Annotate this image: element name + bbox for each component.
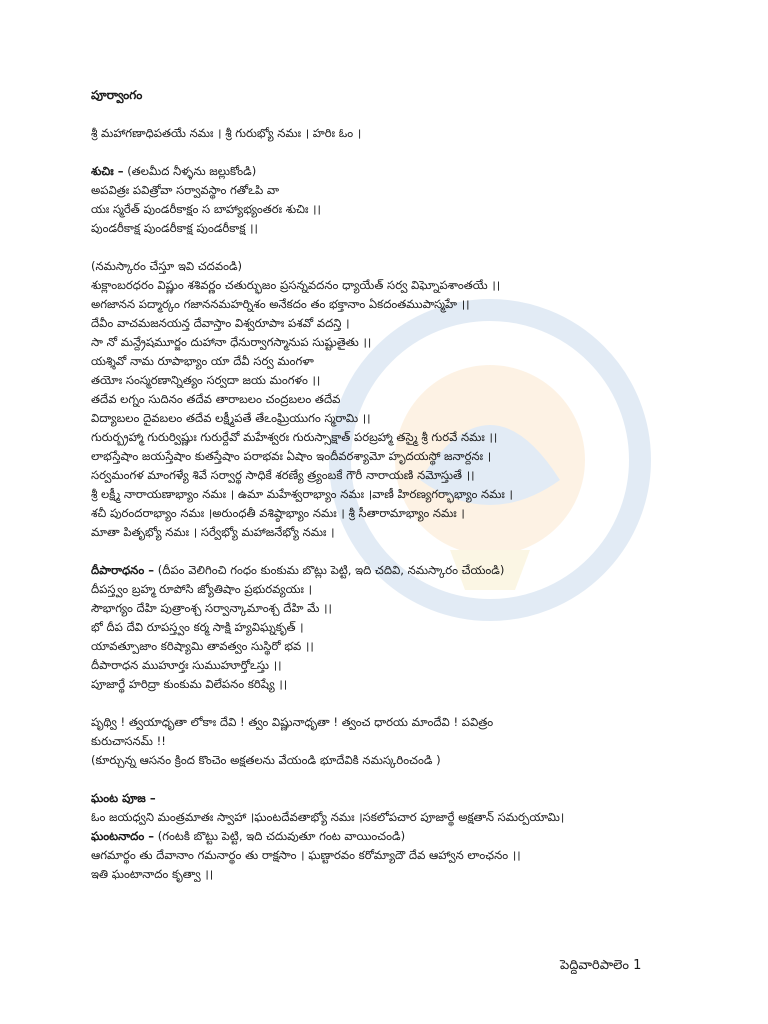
deepa-heading [91,561,691,580]
verse-line: దేవీం వాచమజనయన్త దేవాస్తాం విశ్వరూపాః పశవో వదన్తి । [91,316,350,330]
verse-line: కురుచాసనమ్ !! [91,734,166,748]
verse-line: అగజానన పద్మార్కం గజాననమహర్నిశం అనేకదం తం భక్తానాం ఏకదంతముపాస్మహే ।। [91,297,470,311]
ghanta-nadam-label: ఘంటనాదం – [91,829,155,843]
verse-line: యావత్పూజాం కరిష్యామి తావత్వం సుస్థిరో భవ ।। [91,639,314,653]
verse-line: భో దీప దేవి రూపస్త్వం కర్మ సాక్షి హ్యవిఘ్నకృత్ । [91,620,304,634]
prithvi-instruction: (కూర్చున్న ఆసనం క్రింద కొంచెం అక్షతలను వేయండి భూదేవికి నమస్కరించండి ) [91,753,441,767]
verse-line: తయోః సంస్మరణాన్నిత్యం సర్వదా జయ మంగళం ।। [91,373,321,387]
ghanta-heading: ఘంట పూజ – [91,791,156,805]
verse-line: అపవిత్రః పవిత్రోవా సర్వావస్థాం గతోఽపి వా [91,183,280,197]
verse-line: ఓం జయధ్వని మంత్రమాతః స్వాహా ।ఘంటదేవతాభ్యో నమః ।సకలోపచార పూజార్థే అక్షతాన్ సమర్పయామి। [91,810,565,824]
section-title: పూర్వాంగం [91,88,143,102]
verse-line: శుక్లాంబరధరం విష్ణుం శశివర్ణం చతుర్భుజం ప్రసన్నవదనం ధ్యాయేత్ సర్వ విఘ్నోపశాంతయే ।। [91,278,501,292]
verse-line: శ్రీ లక్ష్మీ నారాయణాభ్యాం నమః । ఉమా మహేశ్వరాభ్యాం నమః ।వాణీ హిరణ్యగర్భాభ్యాం నమః । [91,487,513,501]
verse-line: దీపస్త్వం బ్రహ్మ రూపోసి జ్యోతిషాం ప్రభురవ్యయః । [91,582,312,596]
ghanta-nadam-instruction: (గంటకి బొట్టు పెట్టి, ఇది చదువుతూ గంట వాయించండి) [157,829,406,843]
verse-line: పృథ్వి ! త్వయాధృతా లోకాః దేవి ! త్వం విష్ణునాధృతా ! త్వంచ ధారయ మాందేవి ! పవిత్రం [91,715,494,729]
verse-line: శచీ పురందరాభ్యాం నమః ।అరుంధతీ వశిష్ఠాభ్యాం నమః । శ్రీ సీతారామాభ్యాం నమః । [91,506,465,520]
verse-line: పుండరీకాక్ష పుండరీకాక్ష పుండరీకాక్ష ।। [91,221,258,235]
verse-line: యశ్శివో నామ రూపాభ్యాం యా దేవీ సర్వ మంగళా [91,354,314,368]
document-body [91,86,691,884]
verse-line: పూజార్థే హరిద్రా కుంకుమ విలేపనం కరిష్యే ।। [91,677,288,691]
verse-line: దీపారాధన ముహూర్తః సుముహూర్తోఽస్తు ।। [91,658,282,672]
page-footer: పెద్దివారిపాలెం 1 [560,958,642,973]
ghanta-nadam-heading [91,827,691,846]
deepa-instruction: (దీపం వెలిగించి గంధం కుంకుమ బొట్లు పెట్టి, ఇది చదివి, నమస్కారం చేయండి) [157,563,505,577]
verse-line: విద్యాబలం దైవబలం తదేవ లక్ష్మీపతే తేఽంఘ్రియుగం స్మరామి ।। [91,411,371,425]
verse-line: మాతా పితృభ్యో నమః । సర్వేభ్యో మహాజనేభ్యో నమః । [91,525,335,539]
verse-line: సా నో మన్ద్రేషమూర్జం దుహానా ధేనుర్వాగస్మానుప సుష్టుతైతు ।। [91,335,372,349]
verse-line: గురుర్బ్రహ్మా గురుర్విష్ణుః గురుర్దేవో మహేశ్వరః గురుస్సాక్షాత్ పరబ్రహ్మా తస్మై శ్రీ గురవే నమః ।। [91,430,498,444]
verse-line: సౌభాగ్యం దేహి పుత్రాంశ్చ సర్వాన్కామాంశ్చ దేహి మే ।। [91,601,332,615]
invocation-line: శ్రీ మహాగణాధిపతయే నమః । శ్రీ గురుభ్యో నమః । హరిః ఓం । [91,126,362,140]
shuchi-label: శుచిః – [91,164,124,178]
verse-line: లాభస్తేషాం జయస్తేషాం కుతస్తేషాం పరాభవః ఏషాం ఇందీవరశ్యామో హృదయస్థో జనార్దనః । [91,449,492,463]
shuchi-instruction: (తలమీద నీళ్ళను జల్లుకోండి) [127,164,257,178]
deepa-label: దీపారాధనం – [91,563,155,577]
verse-line: తదేవ లగ్నం సుదినం తదేవ తారాబలం చంద్రబలం తదేవ [91,392,341,406]
verse-line: సర్వమంగళ మాంగళ్యే శివే సర్వార్థ సాధికే శరణ్యే త్ర్యంబకే గౌరీ నారాయణి నమోస్తుతే ।। [91,468,475,482]
namaskaram-instruction: (నమస్కారం చేస్తూ ఇవి చదవండి) [91,259,243,273]
verse-line: ఇతి ఘంటానాదం కృత్వా ।। [91,867,214,881]
shuchi-heading [91,162,691,181]
verse-line: ఆగమార్థం తు దేవానాం గమనార్థం తు రాక్షసాం । ఘణ్టారవం కరోమ్యాదౌ దేవ ఆహ్వాన లాంఛనం ।। [91,848,521,862]
verse-line: యః స్మరేత్ పుండరీకాక్షం స బాహ్యాభ్యంతరః శుచిః ।। [91,202,321,216]
